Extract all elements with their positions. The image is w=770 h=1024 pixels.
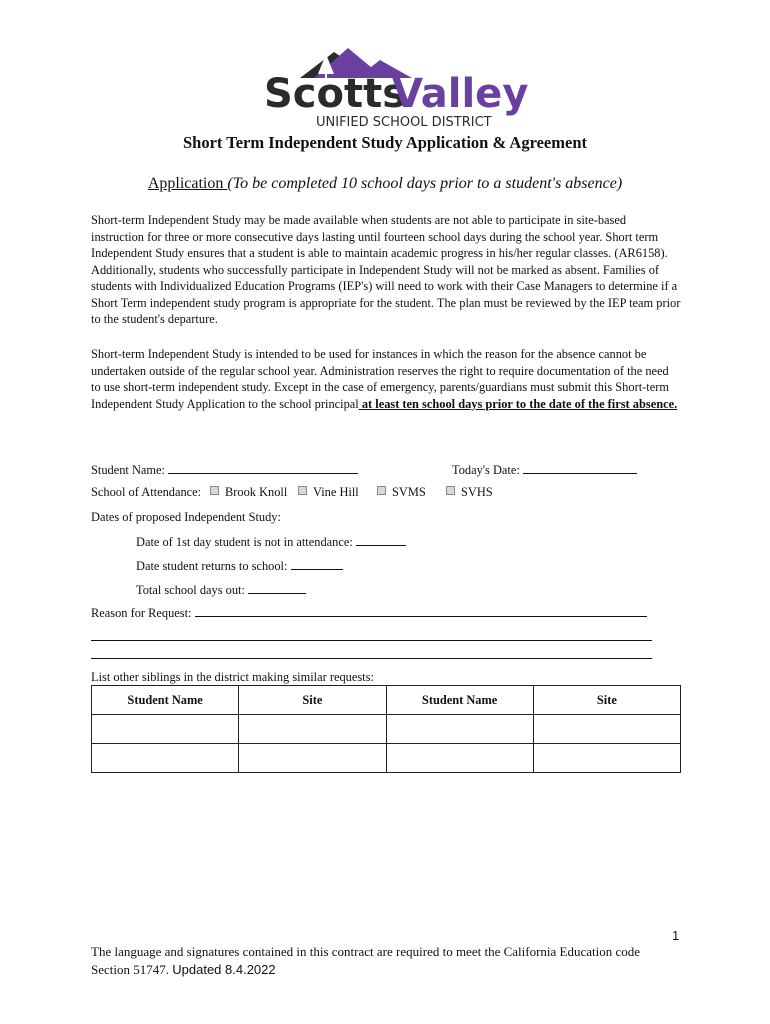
table-cell[interactable] bbox=[386, 715, 533, 744]
district-logo bbox=[262, 44, 529, 130]
page-number: 1 bbox=[672, 928, 680, 943]
school-option-label: SVMS bbox=[392, 485, 426, 499]
deadline-emphasis: at least ten school days prior to the date of the first absence. bbox=[358, 396, 678, 411]
footer-line-2 bbox=[91, 962, 276, 978]
checkbox-icon[interactable] bbox=[377, 486, 386, 495]
todays-date-field[interactable] bbox=[523, 461, 637, 474]
student-name-field[interactable] bbox=[168, 461, 358, 474]
table-cell[interactable] bbox=[239, 744, 386, 773]
table-cell[interactable] bbox=[92, 715, 239, 744]
school-option-label: Vine Hill bbox=[313, 485, 359, 499]
school-of-attendance-row bbox=[91, 485, 201, 500]
checkbox-icon[interactable] bbox=[298, 486, 307, 495]
return-date-field[interactable] bbox=[291, 557, 343, 570]
reason-line-3[interactable] bbox=[91, 658, 652, 659]
return-date-label: Date student returns to school: bbox=[136, 559, 291, 573]
school-option-label: SVHS bbox=[461, 485, 493, 499]
footer-updated: Updated 8.4.2022 bbox=[172, 962, 276, 977]
siblings-table bbox=[91, 685, 681, 773]
table-header-row bbox=[92, 686, 681, 715]
logo-subtitle: UNIFIED SCHOOL DISTRICT bbox=[316, 115, 492, 130]
school-label: School of Attendance: bbox=[91, 485, 202, 499]
student-name-label: Student Name: bbox=[91, 463, 169, 477]
first-day-field[interactable] bbox=[356, 533, 406, 546]
first-day-row bbox=[136, 533, 406, 550]
reason-line-2[interactable] bbox=[91, 640, 652, 641]
school-option-brook-knoll[interactable] bbox=[210, 485, 287, 500]
column-header-student-name: Student Name bbox=[92, 686, 239, 715]
table-cell[interactable] bbox=[386, 744, 533, 773]
document-title: Short Term Independent Study Application & Agreement bbox=[183, 133, 587, 152]
siblings-label: List other siblings in the district making similar requests: bbox=[91, 670, 374, 684]
logo-word-scotts: Scotts bbox=[264, 71, 407, 117]
footer-section: Section 51747. bbox=[91, 962, 173, 977]
table-cell[interactable] bbox=[533, 715, 680, 744]
logo-word-valley: Valley bbox=[392, 71, 529, 117]
column-header-site: Site bbox=[239, 686, 386, 715]
intro-paragraph-2 bbox=[91, 346, 681, 412]
school-option-vine-hill[interactable] bbox=[298, 485, 359, 500]
table-row bbox=[92, 744, 681, 773]
todays-date-row bbox=[452, 461, 637, 478]
school-option-svms[interactable] bbox=[377, 485, 426, 500]
footer-line-1: The language and signatures contained in this contract are required to meet the California Education code bbox=[91, 944, 641, 959]
column-header-student-name-2: Student Name bbox=[386, 686, 533, 715]
table-cell[interactable] bbox=[533, 744, 680, 773]
application-heading bbox=[0, 175, 770, 193]
reason-field[interactable] bbox=[195, 604, 647, 617]
application-note: (To be completed 10 school days prior to a student's absence) bbox=[227, 175, 623, 192]
intro-paragraph-1: Short-term Independent Study may be made available when students are not able to participate in site-based instruction for three or more consecutive days lasting until fourteen school days during the school year. Short term Independent Study ensures that a student is able to maintain academic progress in his/her regular classes. (AR6158). Additionally, students who successfully participate in Independent Study will not be marked as absent. Families of students with Individualized Education Programs (IEP's) will need to work with their Case Managers to determine if a Short Term independent study program is appropriate for the student. The plan must be reviewed by the IEP team prior to the student's departure. bbox=[91, 213, 681, 326]
column-header-site-2: Site bbox=[533, 686, 680, 715]
school-option-label: Brook Knoll bbox=[225, 485, 288, 499]
application-label: Application bbox=[147, 175, 228, 192]
return-date-row bbox=[136, 557, 343, 574]
checkbox-icon[interactable] bbox=[210, 486, 219, 495]
first-day-label: Date of 1st day student is not in attendance: bbox=[136, 535, 356, 549]
reason-label: Reason for Request: bbox=[91, 606, 195, 620]
student-name-row bbox=[91, 461, 358, 478]
table-row bbox=[92, 715, 681, 744]
table-cell[interactable] bbox=[92, 744, 239, 773]
total-days-label: Total school days out: bbox=[136, 583, 249, 597]
table-cell[interactable] bbox=[239, 715, 386, 744]
reason-row bbox=[91, 604, 647, 621]
todays-date-label: Today's Date: bbox=[452, 463, 523, 477]
total-days-row bbox=[136, 581, 306, 598]
dates-heading: Dates of proposed Independent Study: bbox=[91, 510, 281, 524]
total-days-field[interactable] bbox=[248, 581, 306, 594]
checkbox-icon[interactable] bbox=[446, 486, 455, 495]
school-option-svhs[interactable] bbox=[446, 485, 493, 500]
intro-paragraph-2-text: Short-term Independent Study is intended to be used for instances in which the reason for the absence cannot be undertaken outside of the regular school year. Administration reserves the right to require documentation of the need to use short-term independent study. Except in the case of emergency, parents/guardians must submit this Short-term Independent Study Application to the school principal bbox=[91, 347, 669, 411]
